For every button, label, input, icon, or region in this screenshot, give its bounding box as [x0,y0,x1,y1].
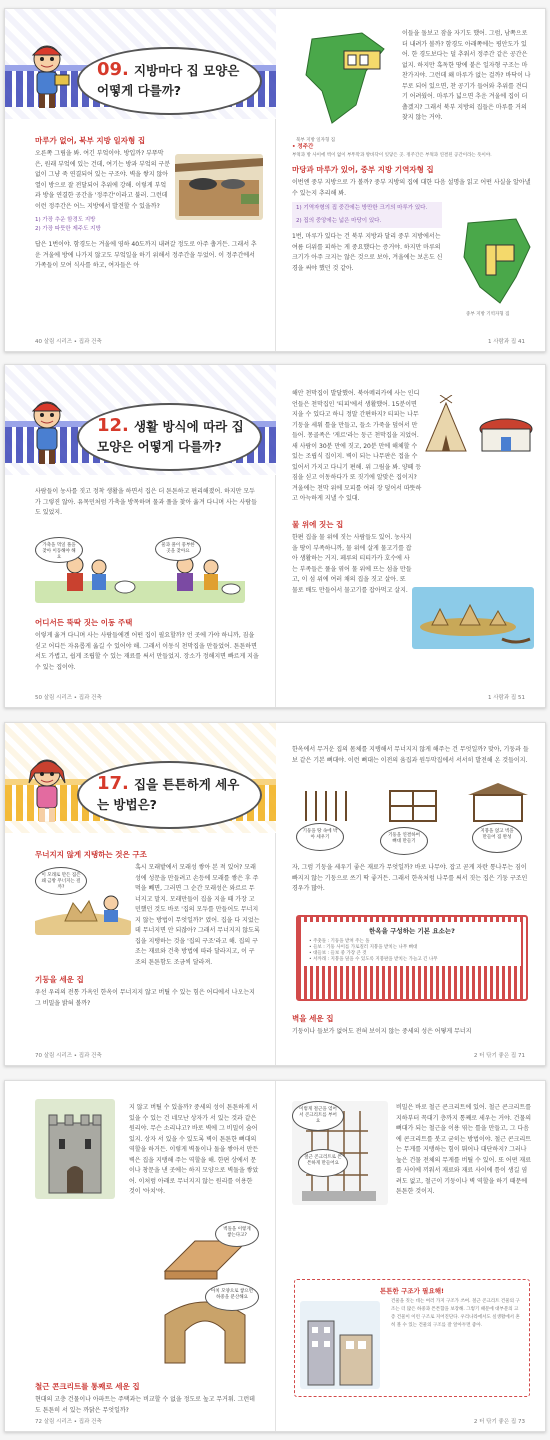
page-73 [276,1081,546,1431]
info-item: • 서까래 : 지붕을 덮을 수 있도록 지붕판을 받치는 가늘고 긴 나무 [309,957,438,962]
question-2: 2) 집의 중앙에는 넓은 마당이 있다. [292,215,442,228]
info-box-title: 튼튼한 구조가 필요해! [379,1287,444,1295]
map-caption: 중부 지방 기역자형 집 [466,312,510,317]
page-50 [5,365,276,707]
page-footer: 70 살림 시리즈 • 집과 건축 [35,1053,102,1059]
chapter-number: 12. [97,415,129,436]
paragraph: 답은 1번이야. 함경도는 겨울에 영하 40도까지 내려갈 정도로 아주 춥거든. 그래서 추운 겨울에 방에 나가지 않고도 부엌일을 하기 위해서 정주간을 두었어. 이 정주간에서 가족들이 모여 식사를 하고, 여자들은 아 [35,241,257,269]
spread-1 [4,8,546,352]
paragraph: 지 않고 버틸 수 있을까? 중세의 성이 튼튼하게 서 있을 수 있는 건 네모난 상자가 서 있는 것과 같은 원리야. 무슨 소리냐고? 바로 벽에 그 비밀이 숨어 있지. 상자 서 있을 수 있도록 벽이 튼튼한 뼈대의 역할을 하거든. 이렇게 벽돌이나 돌을 쌓아서 만든 벽은 집을 지탱해 주는 역할을 해. 한편 상에서 문이나 창문을 낸 곳에는 하지 모양으로 벽돌을 쌓았어. 이처럼 아래로 무너지지 않는 원리를 이용한 것이 '아치'야. [129,1104,259,1195]
mascot-girl-icon [19,753,75,827]
page-40 [5,9,276,351]
chapter-title-bubble [77,47,262,115]
note-body: 부엌과 방 사이에 벽이 없이 부뚜막과 방바닥이 잇닿은 곳. 정주간은 부엌과 연결된 공간이라는 뜻이야. [292,153,492,158]
chapter-title-bubble [77,761,262,829]
chapter-title-bubble [77,403,262,471]
section-heading: 무너지지 않게 지탱하는 것은 구조 [35,850,147,859]
page-72 [5,1081,276,1431]
page-41 [276,9,546,351]
section-heading: 마루가 없어, 북부 지방 일자형 집 [35,136,146,145]
chapter-title: 생활 방식에 따라 집 모양은 어떻게 다를까? [97,419,244,454]
section-heading: 물 위에 짓는 집 [292,520,344,529]
paragraph: 혹시 모래밭에서 모래성 쌓아 본 적 있어? 모래성에 성문을 만들려고 손등에 모래를 쌓은 후 주먹을 빼면, 그러면 그 순간 모래성은 와르르 무너지고 말지. 모래만들이 집을 지을 때 가장 고민했던 것도 바로 '집의 모두를 만들어도 무너지지 않는 방법이 무엇일까?' 였어. 집을 다 지었는데 무너지면 안 되잖아? 그래서 무너지지 않도록 집을 지탱하는 것을 '집의 구조'라고 해. 집의 구조는 재료와 건축 방법에 따라 달라지고, 이 구조의 튼튼함도 조금씩 달라져. [135,864,260,966]
speech-bubble: 기둥을 땅 속에 박아 세우기 [296,823,344,851]
floating-village-illustration [412,587,534,649]
page-footer: 2 터 닦기 좋은 집 71 [473,1053,525,1059]
speech-bubble: 가축을 먹일 풀을 찾아 이동해야 해요 [35,537,83,563]
chapter-number: 17. [97,773,129,794]
speech-bubble: 물과 풀이 풍부한 곳을 찾아요 [155,537,201,561]
spread-4 [4,1080,546,1432]
paragraph: 기둥이나 들보가 없어도 전혀 보이지 않는 중세의 성은 어떻게 무너지 [292,1028,472,1035]
page-footer: 1 사람과 집 41 [488,339,525,345]
section-heading: 마당과 마루가 있어, 중부 지방 기역자형 집 [292,165,434,174]
info-box-body: 건물을 짓는 데는 여러 가지 구조가 쓰여. 철근 콘크리트 건물의 구조는 더 많은 하중과 튼튼함을 보장해. 그렇기 때문에 대부분의 고층 건물이 이런 구조로 지어진단다. 우리나라에서도 실생활에서 흔히 볼 수 있는 건물의 구조를 잘 알아두면 좋아. [391,1299,520,1328]
speech-bubble: 기둥을 연결하여 뼈대 만들기 [380,827,428,855]
mascot-boy-icon [19,39,75,113]
spread-2 [4,364,546,708]
building-scene-illustration [300,1301,380,1389]
note-title: • 정주간 [292,144,314,150]
speech-bubble: 지붕을 얹고 벽을 만들어 집 완성 [472,823,522,853]
page-footer: 40 살림 시리즈 • 집과 건축 [35,339,102,345]
speech-bubble: 아치 모양으로 쌓으면 하중을 분산해요 [205,1283,259,1311]
paragraph: 사람들이 농사를 짓고 정착 생활을 하면서 집은 더 튼튼하고 편리해졌어. 하지만 모두가 그렇진 않아. 유목민처럼 가축을 방목하며 물과 풀을 찾아 옮겨 다니며 사는 사람들도 있었지. [35,488,257,516]
speech-bubble: 벽돌을 이렇게 쌓는다고? [215,1221,259,1247]
paragraph: 우선 우리의 전통 가옥인 한옥이 무너지지 않고 버틸 수 있는 힘은 어디에서 나오는지 그 비밀을 밝혀 볼까? [35,989,255,1007]
mascot-boy-icon [19,395,75,469]
info-item: • 대들보 : 들보 중 가장 큰 것 [309,951,367,956]
section-heading: 어디서든 뚝딱 짓는 이동 주택 [35,618,133,627]
info-box [296,915,528,1001]
chapter-title: 집을 튼튼하게 세우는 방법은? [97,777,240,812]
paragraph: 해안 천막집이 발달했어. 북아메리카에 사는 인디언들은 천막집인 '티피'에서 생활했어. 15분이면 지을 수 있다고 하니 정말 간편하지? 티피는 나무기둥을 세워 틀을 만들고, 들소 가죽을 덮어서 만들어. 몽골족은 '게르'라는 둥근 천막집을 지었어. 새 사람이 30분 만에 짓고, 20분 만에 해체할 수 있는 조립식 집이지. 벽이 되는 나무판은 접을 수 있어서 가지고 다니기 편해. 위 그림을 봐. 양떼 등 짐을 싣고 이동하다가 또 짓기에 알맞은 집이지? 겨울에는 천막 위에 모피를 여러 장 덮어서 따뜻하고 아늑하게 지낼 수 있대. [292,390,422,502]
chapter-number: 09. [97,59,129,80]
paragraph: 한옥에서 무거운 집의 몸체를 지탱해서 무너지지 않게 해주는 건 무엇일까? 맞아, 기둥과 들보 같은 기본 뼈대야. 이런 뼈대는 이전의 움집과 원두막집에서 서서히 발전해 온 것들이지. [292,746,529,764]
page-70 [5,723,276,1065]
page-footer: 50 살림 시리즈 • 집과 건축 [35,695,102,701]
info-item: • 주춧돌 : 기둥을 받쳐 주는 돌 [309,939,370,944]
speech-bubble: 철근 콘크리트로 튼튼하게 만들어요 [298,1149,348,1177]
page-71 [276,723,546,1065]
speech-bubble: 이렇게 철근을 엮어서 콘크리트를 부어요 [292,1101,344,1131]
section-heading: 기둥을 세운 집 [35,975,84,984]
paragraph: 이들을 돌보고 잠을 자기도 했어. 그럼, 남쪽으로 더 내려가 볼까? 함경도 아래쪽에는 평안도가 있어. 한 경도보다는 덜 추워서 정주간 같은 공간은 없지. 하지만 혹독한 땅에 붙은 일자형 구조는 마찬가지야. 그런데 왜 마루가 없는 걸까? 바닥이 나무로 되어 있으면, 찬 공기가 들어와 추위를 견디기 어려웠어. 마루가 넓으면 추운 겨울에 집이 더 춥겠지? 그래서 북부 지방의 집들은 마루를 거의 찾지 않는 거야. [402,30,531,121]
kitchen-illustration [175,154,263,220]
page-footer: 1 사람과 집 51 [488,695,525,701]
choice-2: 2) 가장 따뜻한 제주도 지방 [35,226,101,232]
paragraph: 오른쪽 그림을 봐. 여긴 부엌이야. 방입까? 부뚜막은, 원래 부엌에 있는 건데, 여기는 방과 부엌의 구분 없이 그냥 죽 연결되어 있는 구조야. 벽을 쌓지 않아 열이 방으로 잘 전달되어 추위에 강해. 이렇게 부엌과 방을 연결한 공간을 '정주간'이라고 불러. 그런데 이런 정주간은 어느 지방에서 발견할 수 있을까? [35,150,170,210]
info-box-title: 한옥을 구성하는 기본 요소는? [369,927,455,935]
north-korea-map-illustration [292,31,392,131]
speech-bubble: 이 모래로 만든 집은 왜 금방 무너지는 걸까? [35,867,87,895]
chapter-title: 지방마다 집 모양은 어떻게 다를까? [97,63,240,98]
paragraph: 1번, 마루가 있다는 건 북부 지방과 달리 중부 지방에서는 여름 더위를 피하는 게 중요했다는 증거야. 하지만 마루의 크기가 아주 크지는 않은 것으로 보아, 겨울에는 보온도 신경을 써야 했던 것 같아. [292,233,443,272]
paragraph: 이번엔 중부 지방으로 가 볼까? 중부 지방의 집에 대한 다음 설명을 읽고 어떤 사실을 알아낼 수 있는지 추리해 봐. [292,179,531,197]
page-footer: 2 터 닦기 좋은 집 73 [473,1419,525,1425]
page-footer: 72 살림 시리즈 • 집과 건축 [35,1419,102,1425]
info-item: • 들보 : 기둥 사이를 가로질러 지붕을 받치는 나무 뼈대 [309,945,418,950]
question-1: 1) 기역자형의 집 중간에는 방만한 크기의 마루가 있다. [292,202,442,215]
paragraph: 비밀은 바로 철근 콘크리트에 있어. 철근 콘크리트를 지하부터 꼭대기 층까지 통째로 세우는 거야. 건물의 뼈대가 되는 철근을 이용 엮는 틀을 만들고, 그 다음에 콘크리트를 붓고 굳히는 방법이야. 철근 콘크리트는 무게를 지탱하는 힘이 뛰어나 대단하지? 그러나 높은 건물 전체의 무게를 버틸 수 있어. 또 어떤 재료를 사이에 끼워서 재료와 재료 사이에 틈이 생길 염려도 없고, 철근이 기둥이나 벽 역할을 하기 때문에 튼튼한 것이지. [396,1104,532,1195]
paragraph: 현대의 고층 건물이나 아파트는 주택과는 비교할 수 없을 정도로 높고 무거워. 그런데도 튼튼히 서 있는 까닭은 무엇일까? [35,1396,255,1414]
choice-1: 1) 가장 추운 함경도 지방 [35,217,96,223]
paragraph: 이렇게 옮겨 다니며 사는 사람들에겐 어떤 집이 필요할까? 언 곳에 가야 하니까, 짐을 싣고 어디든 자유롭게 옮길 수 있어야 해. 그래서 이동식 천막집을 만들었어. 튼튼하면서도 가볍고, 쉽게 조립할 수 있는 재료를 써서 만들었지. 장소가 정해지면 빠르게 지을 수 있는 집이야. [35,632,259,671]
paragraph: 자, 그럼 기둥을 세우기 좋은 재료가 무엇일까? 바로 나무야. 잡고 곧게 자란 통나무는 짐이 빠지지 않는 기둥으로 쓰기 딱 좋거든. 그래서 한옥처럼 나무를 써서 짓는 집은 기둥 구조인 경우가 많아. [292,864,528,892]
map-caption: 북부 지방 일자형 집 [296,138,336,143]
tipi-and-ger-illustration [416,395,536,455]
section-heading: 철근 콘크리트를 통째로 세운 집 [35,1382,140,1391]
central-korea-map-illustration [456,217,536,309]
spread-3 [4,722,546,1066]
paragraph: 한편 집을 물 위에 짓는 사람들도 있어. 농사지을 땅이 부족하니까, 물 위에 살게 물고기를 잡아 생활하는 거지. 페루의 티티카카 호수에 사는 부족들은 풀을 엮어 물 위에 뜨는 섬을 만들고, 이 섬 위에 여러 채의 집을 짓고 살아. 또 물로 배도 만들어서 물고기를 잡아먹고 살지. [292,534,412,594]
section-heading: 벽을 세운 집 [292,1014,334,1023]
page-51 [276,365,546,707]
